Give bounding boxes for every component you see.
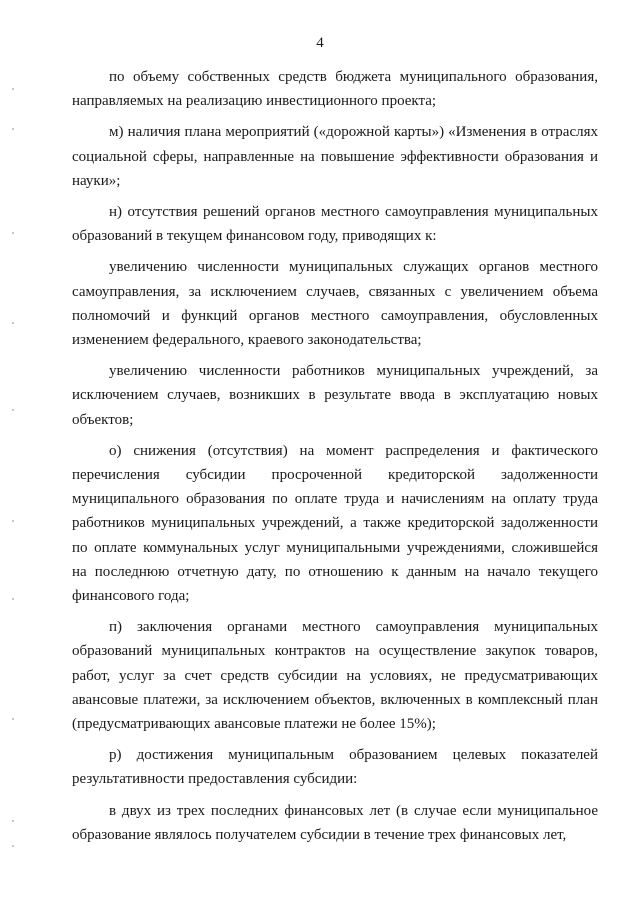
- paragraph: р) достижения муниципальным образованием целевых показателей результативности предоставления субсидии:: [72, 747, 598, 788]
- paragraph: о) снижения (отсутствия) на момент распределения и фактического перечисления субсидии просроченной кредиторской задолженности муниципального образования по оплате труда и начислениям на оплату труда работников муниципальных учреждений, а также кредиторской задолженности по оплате коммунальных услуг муниципальными учреждениями, сложившейся на последнюю отчетную дату, по отношению к данным на начало текущего финансового года;: [72, 442, 598, 605]
- margin-mark: [12, 820, 14, 822]
- margin-mark: [12, 520, 14, 522]
- margin-mark: [12, 718, 14, 720]
- margin-mark: [12, 845, 14, 847]
- margin-mark: [12, 322, 14, 324]
- margin-mark: [12, 598, 14, 600]
- paragraph: п) заключения органами местного самоуправления муниципальных образований муниципальных контрактов на осуществление закупок товаров, работ, услуг за счет средств субсидии на условиях, не предусматривающих авансовые платежи, за исключением объектов, включенных в комплексный план (предусматривающих авансовые платежи не более 15%);: [72, 619, 598, 733]
- margin-mark: [12, 232, 14, 234]
- paragraph: увеличению численности работников муниципальных учреждений, за исключением случаев, возникших в результате ввода в эксплуатацию новых объектов;: [72, 363, 598, 428]
- paragraph: увеличению численности муниципальных служащих органов местного самоуправления, за исключением случаев, связанных с увеличением объема полномочий и функций органов местного самоуправления, обусловленных изменением федерального, краевого законодательства;: [72, 259, 598, 349]
- margin-mark: [12, 409, 14, 411]
- margin-mark: [12, 88, 14, 90]
- paragraph: в двух из трех последних финансовых лет (в случае если муниципальное образование являлось получателем субсидии в течение трех финансовых лет,: [72, 802, 598, 843]
- document-body: [72, 65, 598, 854]
- margin-mark: [12, 128, 14, 130]
- page-number: 4: [316, 35, 324, 51]
- paragraph: по объему собственных средств бюджета муниципального образования, направляемых на реализацию инвестиционного проекта;: [72, 69, 598, 110]
- paragraph: м) наличия плана мероприятий («дорожной карты») «Изменения в отраслях социальной сферы, направленные на повышение эффективности образования и науки»;: [72, 124, 598, 189]
- paragraph: н) отсутствия решений органов местного самоуправления муниципальных образований в текущем финансовом году, приводящих к:: [72, 204, 598, 245]
